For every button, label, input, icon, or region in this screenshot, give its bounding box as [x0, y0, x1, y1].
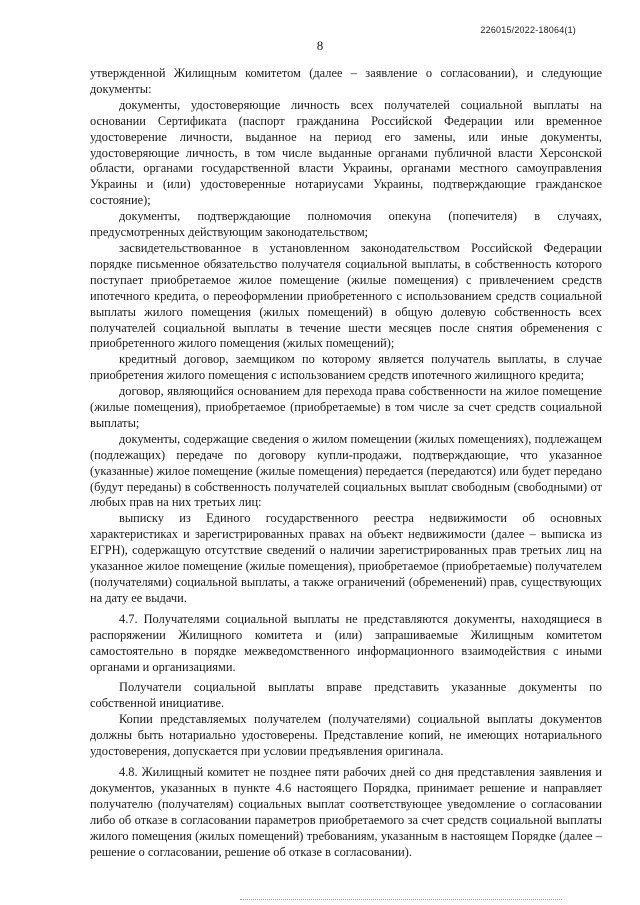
paragraph-8: выписку из Единого государственного реестра недвижимости об основных характеристиках и зарегистрированных правах на объект недвижимости (далее – выписка из ЕГРН), содержащую отсутствие сведений о наличии зарегистрированных прав третьих лиц на указанное жилое помещение (жилые помещения), приобретаемое (приобретаемые) получателем (получателями) социальной выплаты, а также ограничений (обременений) прав, существующих на дату ее выдачи. — [90, 511, 602, 605]
document-body — [90, 66, 602, 860]
paragraph-11: Копии представляемых получателем (получателями) социальной выплаты документов должны быть нотариально удостоверены. Представление копий, не имеющих нотариального удостоверения, допускается при условии предъявления оригинала. — [90, 712, 602, 759]
paragraph-2: документы, удостоверяющие личность всех получателей социальной выплаты на основании Сертификата (паспорт гражданина Российской Федерации или временное удостоверение личности, выданное на период его замены, или иные документы, удостоверяющие личность, в том числе выданные органами публичной власти Херсонской области, органами государственной власти Украины, органами местного самоуправления Украины и (или) удостоверенные нотариусами Украины, подтверждающие гражданское состояние); — [90, 97, 602, 208]
paragraph-6: договор, являющийся основанием для перехода права собственности на жилое помещение (жилые помещения), приобретаемое (приобретаемые) в том числе за счет средств социальной выплаты; — [90, 384, 602, 430]
paragraph-12: 4.8. Жилищный комитет не позднее пяти рабочих дней со дня представления заявления и документов, указанных в пункте 4.6 настоящего Порядка, принимает решение и направляет получателю (получателям) социальных выплат соответствующее уведомление о согласовании либо об отказе в согласовании параметров приобретаемого за счет средств социальной выплаты жилого помещения (жилых помещений) требованиям, указанным в настоящем Порядке (далее – решение о согласовании, решение об отказе в согласовании). — [90, 764, 602, 859]
document-number: 226015/2022-18064(1) — [480, 25, 576, 35]
paragraph-10: Получатели социальной выплаты вправе представить указанные документы по собственной инициативе. — [90, 680, 602, 711]
scan-edge-line — [240, 899, 562, 900]
paragraph-1: утвержденной Жилищным комитетом (далее – заявление о согласовании), и следующие документы: — [90, 66, 602, 96]
paragraph-9: 4.7. Получателями социальной выплаты не представляются документы, находящиеся в распоряжении Жилищного комитета и (или) запрашиваемые Жилищным комитетом самостоятельно в порядке межведомственного информационного взаимодействия с иными органами и организациями. — [90, 611, 602, 674]
paragraph-5: кредитный договор, заемщиком по которому является получатель выплаты, в случае приобретения жилого помещения с использованием средств ипотечного жилищного кредита; — [90, 352, 602, 383]
paragraph-3: документы, подтверждающие полномочия опекуна (попечителя) в случаях, предусмотренных действующим законодательством; — [90, 209, 602, 240]
paragraph-7: документы, содержащие сведения о жилом помещении (жилых помещениях), подлежащем (подлежащих) передаче по договору купли-продажи, подтверждающие, что указанное (указанные) жилое помещение (жилые помещения) передается (передаются) или будет передано (будут переданы) в собственность получателей социальных выплат свободным (свободными) от любых прав на них третьих лиц: — [90, 431, 602, 510]
paragraph-4: засвидетельствованное в установленном законодательством Российской Федерации порядке письменное обязательство получателя социальной выплаты, в собственность которого поступает приобретаемое жилое помещение (жилые помещения) с привлечением средств ипотечного кредита, о переоформлении приобретенного с использованием средств социальной выплаты жилого помещения (жилых помещений) в общую долевую собственность всех получателей социальной выплаты в течение шести месяцев после снятия обременения с приобретенного жилого помещения (жилых помещений); — [90, 240, 602, 351]
page-number: 8 — [316, 38, 324, 53]
